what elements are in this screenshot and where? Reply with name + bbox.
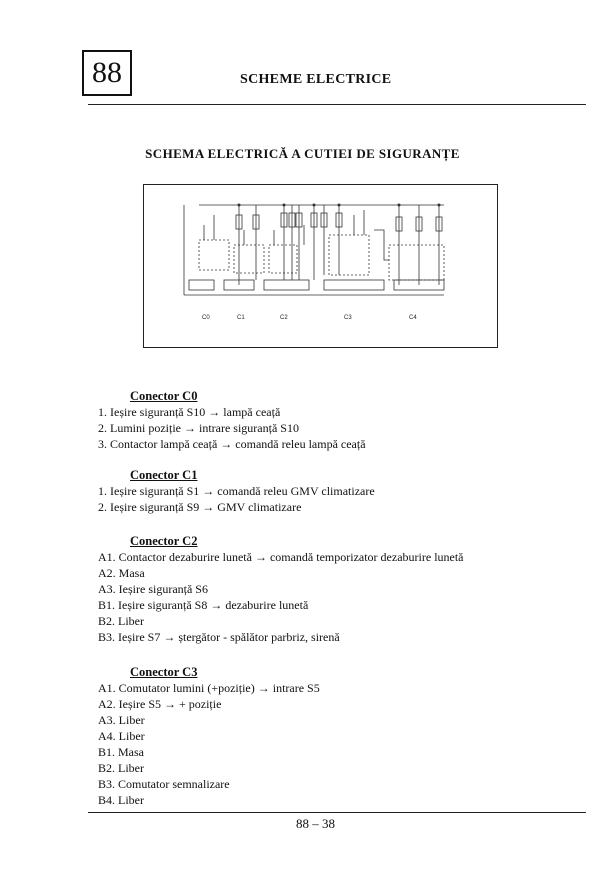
diagram-label-c2: C2 [280, 315, 288, 321]
diagram-label-c4: C4 [409, 315, 417, 321]
connector-title: Conector C0 [130, 389, 198, 403]
connector-line: B1. Ieșire siguranță S8 → dezaburire lunetă [98, 598, 309, 612]
diagram-label-c3: C3 [344, 315, 352, 321]
fuse-box-diagram [143, 184, 498, 348]
diagram-label-c1: C1 [237, 315, 245, 321]
bottom-divider [88, 812, 586, 813]
connector-line: B4. Liber [98, 793, 144, 807]
connector-title: Conector C1 [130, 468, 198, 482]
connector-line: 1. Ieșire siguranță S10 → lampă ceață [98, 405, 281, 419]
connector-line: A3. Liber [98, 713, 145, 727]
section-title: SCHEME ELECTRICE [240, 72, 392, 87]
connector-line: 2. Lumini poziție → intrare siguranță S10 [98, 421, 299, 435]
connector-line: A2. Masa [98, 566, 145, 580]
page-number: 88 [92, 56, 122, 89]
connector-line: B3. Comutator semnalizare [98, 777, 230, 791]
connector-line: B2. Liber [98, 614, 144, 628]
connector-title: Conector C2 [130, 534, 198, 548]
connector-c3-section [98, 664, 320, 808]
page-footer-ref: 88 – 38 [296, 816, 335, 831]
connector-line: A1. Comutator lumini (+poziție) → intrare S5 [98, 681, 320, 695]
connector-title: Conector C3 [130, 665, 198, 679]
connector-c1-section [98, 467, 375, 515]
diagram-label-c0: C0 [202, 315, 210, 321]
page-number-box [82, 50, 132, 96]
connector-line: 3. Contactor lampă ceață → comandă releu lampă ceață [98, 437, 366, 451]
connector-c0-section [98, 388, 366, 452]
connector-line: A1. Contactor dezaburire lunetă → comandă temporizator dezaburire lunetă [98, 550, 464, 564]
connector-line: B1. Masa [98, 745, 144, 759]
connector-line: B2. Liber [98, 761, 144, 775]
wiring-diagram-drawing [144, 185, 496, 346]
connector-line: A4. Liber [98, 729, 145, 743]
connector-line: 2. Ieșire siguranță S9 → GMV climatizare [98, 500, 302, 514]
connector-line: 1. Ieșire siguranță S1 → comandă releu GMV climatizare [98, 484, 375, 498]
connector-c2-section [98, 533, 464, 645]
connector-line: A2. Ieșire S5 → + poziție [98, 697, 222, 711]
connector-line: A3. Ieșire siguranță S6 [98, 582, 208, 596]
connector-line: B3. Ieșire S7 → ștergător - spălător parbriz, sirenă [98, 630, 340, 644]
top-divider [88, 104, 586, 105]
document-heading: SCHEMA ELECTRICĂ A CUTIEI DE SIGURANȚE [145, 146, 460, 161]
